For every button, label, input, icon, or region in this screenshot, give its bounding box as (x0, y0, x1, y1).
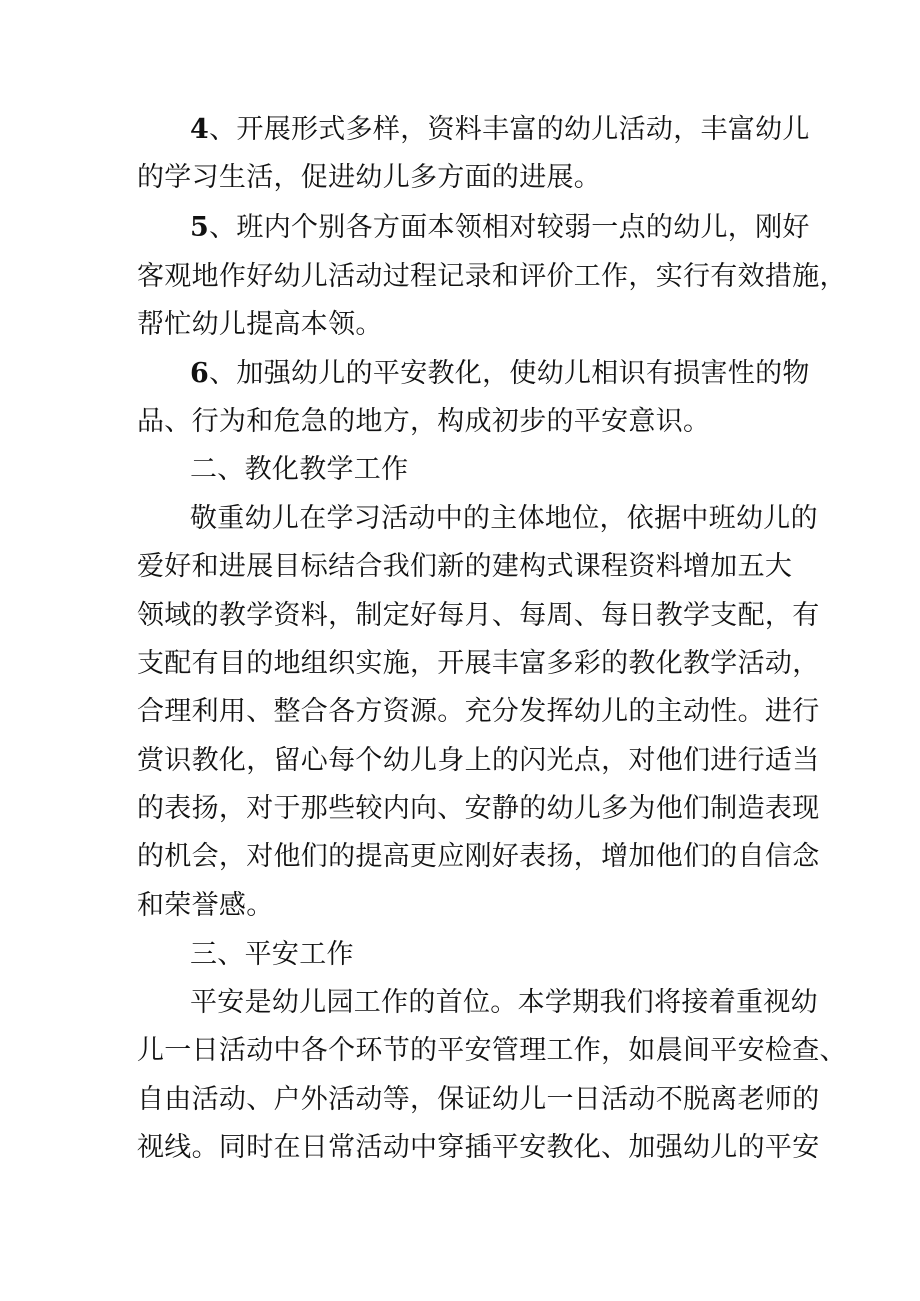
section2-heading: 二、教化教学工作 (190, 454, 409, 485)
section3-line: 儿一日活动中各个环节的平安管理工作，如晨间平安检查、 (137, 1035, 847, 1066)
section2-line: 敬重幼儿在学习活动中的主体地位，依据中班幼儿的 (190, 503, 818, 534)
item5-text: 、班内个别各方面本领相对较弱一点的幼儿，刚好 (209, 212, 810, 243)
item5-number: 5 (190, 212, 210, 243)
item6-line1 (190, 358, 810, 390)
item6-number: 6 (190, 358, 210, 389)
section2-line: 领域的教学资料，制定好每月、每周、每日教学支配，有 (137, 600, 820, 631)
item4-line1 (190, 114, 810, 146)
item4-number: 4 (190, 114, 210, 145)
section3-line: 视线。同时在日常活动中穿插平安教化、加强幼儿的平安 (137, 1132, 820, 1163)
section2-line: 的机会，对他们的提高更应刚好表扬，增加他们的自信念 (137, 841, 820, 872)
section2-line: 赏识教化，留心每个幼儿身上的闪光点，对他们进行适当 (137, 745, 820, 776)
section2-line: 和荣誉感。 (137, 890, 274, 921)
item4-line2: 的学习生活，促进幼儿多方面的进展。 (137, 162, 602, 193)
section3-line: 平安是幼儿园工作的首位。本学期我们将接着重视幼 (190, 987, 818, 1018)
item6-text: 、加强幼儿的平安教化，使幼儿相识有损害性的物 (209, 358, 810, 389)
item4-text: 、开展形式多样，资料丰富的幼儿活动，丰富幼儿 (209, 114, 810, 145)
item6-line2: 品、行为和危急的地方，构成初步的平安意识。 (137, 406, 711, 437)
item5-line1 (190, 212, 810, 244)
item5-line2: 客观地作好幼儿活动过程记录和评价工作，实行有效措施， (137, 261, 847, 292)
section2-line: 爱好和进展目标结合我们新的建构式课程资料增加五大 (137, 551, 793, 582)
section3-heading: 三、平安工作 (190, 939, 354, 970)
section3-line: 自由活动、户外活动等，保证幼儿一日活动不脱离老师的 (137, 1084, 820, 1115)
section2-line: 合理利用、整合各方资源。充分发挥幼儿的主动性。进行 (137, 696, 820, 727)
section2-line: 的表扬，对于那些较内向、安静的幼儿多为他们制造表现 (137, 793, 820, 824)
item5-line3: 帮忙幼儿提高本领。 (137, 309, 383, 340)
section2-line: 支配有目的地组织实施，开展丰富多彩的教化教学活动， (137, 648, 820, 679)
